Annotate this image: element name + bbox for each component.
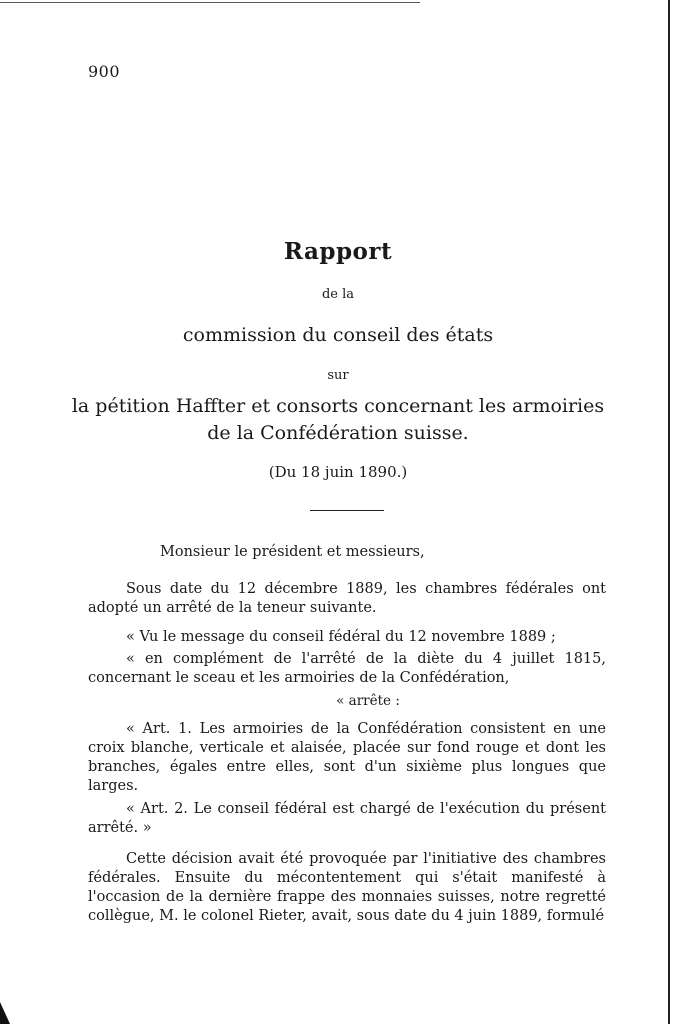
subtitle-de-la: de la [321, 287, 355, 302]
paragraph-text: Sous date du 12 décembre 1889, les chambres fédérales ont adopté un arrêté de la teneur suivante. [88, 581, 606, 616]
paragraph-text: « Art. 2. Le conseil fédéral est chargé de l'exécution du présent arrêté. » [88, 801, 606, 836]
paragraph-1 [88, 580, 606, 618]
page-number: 900 [88, 62, 121, 81]
corner-mark [0, 1002, 10, 1024]
article-1 [88, 720, 606, 796]
salutation: Monsieur le président et messieurs, [160, 544, 425, 560]
paragraph-3 [88, 650, 606, 688]
subtitle-sur: sur [327, 368, 349, 383]
paragraph-text: Cette décision avait été provoquée par l'initiative des chambres fédérales. Ensuite du mécontentement qui s'était manifesté à l'occasion de la dernière frappe des monnaies suisses, notre regretté collègue, M. le colonel Rieter, avait, sous date du 4 juin 1889, formulé [88, 851, 606, 924]
petition-line-1: la pétition Haffter et consorts concernant les armoiries [71, 395, 605, 417]
paragraph-text: « en complément de l'arrêté de la diète du 4 juillet 1815, concernant le sceau et les armoiries de la Confédération, [88, 651, 606, 686]
arrete-heading: « arrête : [336, 693, 400, 709]
top-edge-rule [0, 2, 420, 3]
paragraph-text: « Art. 1. Les armoiries de la Confédération consistent en une croix blanche, verticale et alaisée, placée sur fond rouge et dont les branches, égales entre elles, sont d'un sixième plus longues que larges. [88, 721, 606, 794]
document-date: (Du 18 juin 1890.) [268, 463, 408, 481]
document-title: Rapport [283, 238, 393, 265]
right-edge-rule [668, 0, 670, 1024]
paragraph-2 [88, 628, 606, 647]
paragraph-text: « Vu le message du conseil fédéral du 12 novembre 1889 ; [126, 629, 556, 645]
paragraph-6 [88, 850, 606, 926]
petition-heading [0, 393, 676, 447]
section-separator [310, 510, 384, 511]
commission-heading: commission du conseil des états [182, 324, 494, 346]
article-2 [88, 800, 606, 838]
petition-line-2: de la Confédération suisse. [207, 422, 469, 444]
